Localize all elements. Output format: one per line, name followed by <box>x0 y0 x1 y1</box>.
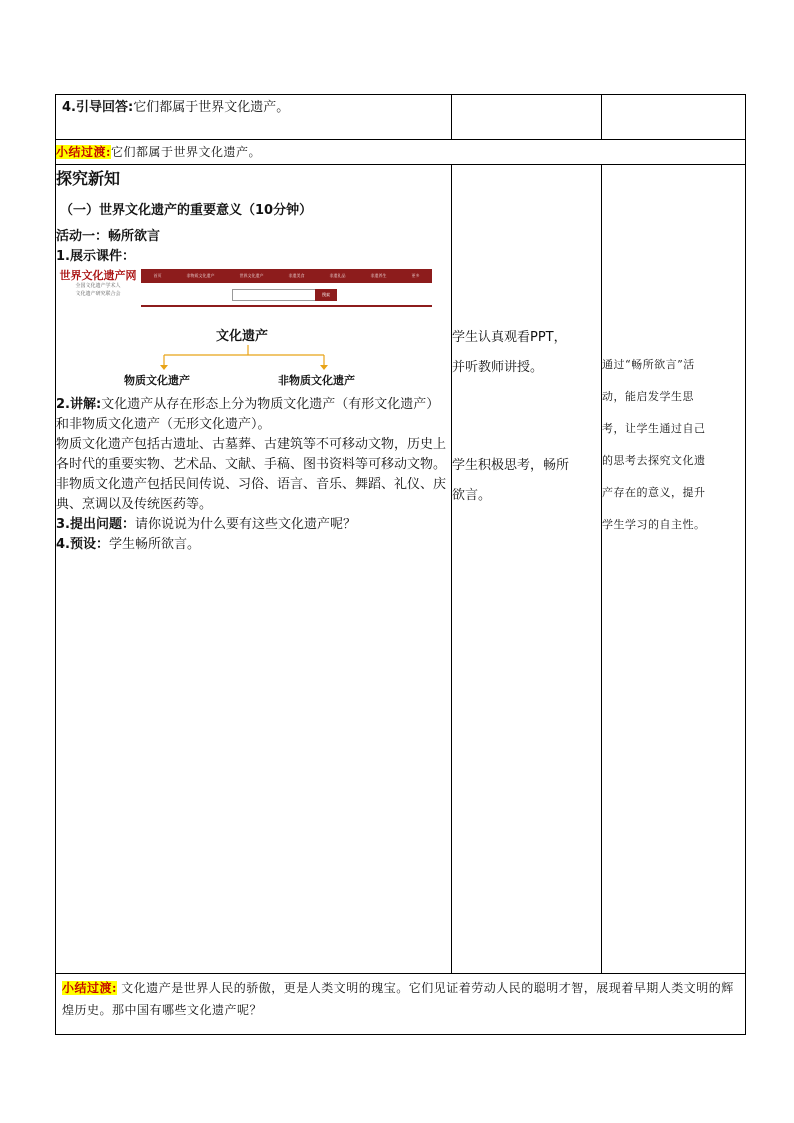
step1-label: 1.展示课件： <box>56 249 135 264</box>
site-logo-sub2: 文化遗产研究联合会 <box>75 291 121 297</box>
empty-cell-c1 <box>602 95 746 140</box>
empty-cell-b1 <box>452 95 602 140</box>
site-nav-item: 非遗美食 <box>288 273 305 278</box>
activity-title: 活动一：畅所欲言 <box>56 229 161 244</box>
step2-label: 2.讲解: <box>56 397 102 412</box>
sub-title: （一）世界文化遗产的重要意义（10分钟） <box>60 203 313 218</box>
diagram-right-label: 非物质文化遗产 <box>278 374 355 387</box>
site-divider <box>141 305 432 307</box>
explore-main-cell <box>56 165 452 974</box>
diagram-arrows <box>56 313 436 395</box>
row-guided-answer <box>56 95 746 140</box>
step4-label: 4.预设： <box>56 537 109 552</box>
diagram-title: 文化遗产 <box>216 329 269 344</box>
site-nav-item: 非遗养生 <box>370 273 387 278</box>
intent-line: 动，能启发学生思 <box>602 390 694 403</box>
step4-text: 学生畅所欲言。 <box>108 537 200 552</box>
intangible-paragraph: 非物质文化遗产包括民间传说、习俗、语言、音乐、舞蹈、礼仪、庆典、烹调以及传统医药等。 <box>56 477 447 512</box>
section-title: 探究新知 <box>56 169 121 188</box>
step2-paragraph <box>56 395 451 435</box>
summary-1-cell <box>56 140 746 165</box>
guided-answer-text: 它们都属于世界文化遗产。 <box>133 100 290 115</box>
intent-line: 考，让学生通过自己 <box>602 422 706 435</box>
student-activity-cell <box>452 165 602 974</box>
row-summary-1 <box>56 140 746 165</box>
intent-line: 产存在的意义，提升 <box>602 486 706 499</box>
summary-1-label: 小结过渡: <box>56 145 111 159</box>
student-line: 并听教师讲授。 <box>452 360 544 375</box>
student-line: 欲言。 <box>452 488 492 503</box>
row-explore <box>56 165 746 974</box>
site-nav-item: 非遗礼品 <box>329 273 346 278</box>
site-nav-item: 更多 <box>411 273 420 278</box>
intent-line: 通过“畅所欲言”活 <box>602 358 695 371</box>
row-summary-2 <box>56 974 746 1035</box>
site-logo <box>56 269 140 298</box>
guided-answer-cell <box>56 95 452 140</box>
diagram-left-label: 物质文化遗产 <box>124 374 190 387</box>
intent-line: 的思考去探究文化遗 <box>602 454 706 467</box>
student-line: 学生积极思考，畅所 <box>452 458 570 473</box>
step3-label: 3.提出问题： <box>56 517 135 532</box>
summary-2-text: 文化遗产是世界人民的骄傲，更是人类文明的瑰宝。它们见证着劳动人民的聪明才智，展现着早期人类文明的辉煌历史。那中国有哪些文化遗产呢？ <box>62 981 734 1017</box>
step3-text: 请你说说为什么要有这些文化遗产呢？ <box>134 517 356 532</box>
site-search-button: 搜索 <box>315 289 337 301</box>
step4-paragraph <box>56 535 451 555</box>
site-nav-item: 首页 <box>153 273 162 278</box>
heritage-diagram <box>56 313 451 395</box>
intent-line: 学生学习的自主性。 <box>602 518 706 531</box>
site-logo-sub1: 全国文化遗产学术人 <box>75 283 121 289</box>
step3-paragraph <box>56 515 451 535</box>
summary-1-text: 它们都属于世界文化遗产。 <box>110 145 261 159</box>
site-logo-text: 世界文化遗产网 <box>59 269 137 282</box>
design-intent-cell <box>602 165 746 974</box>
site-nav-item: 非物质文化遗产 <box>186 273 215 278</box>
site-search-box <box>232 289 316 301</box>
step2-text: 文化遗产从存在形态上分为物质文化遗产（有形文化遗产）和非物质文化遗产（无形文化遗产）。 <box>56 397 440 432</box>
site-nav-item: 世界文化遗产 <box>239 273 264 278</box>
summary-2-label: 小结过渡: <box>62 981 117 995</box>
site-nav <box>141 269 432 283</box>
guided-answer-label: 4.引导回答: <box>62 100 134 115</box>
website-screenshot <box>56 269 451 313</box>
student-line: 学生认真观看PPT， <box>452 330 567 345</box>
lesson-plan-table <box>55 94 746 1035</box>
summary-2-cell <box>56 974 746 1035</box>
material-paragraph: 物质文化遗产包括古遗址、古墓葬、古建筑等不可移动文物，历史上各时代的重要实物、艺术品、文献、手稿、图书资料等可移动文物。 <box>56 437 447 472</box>
